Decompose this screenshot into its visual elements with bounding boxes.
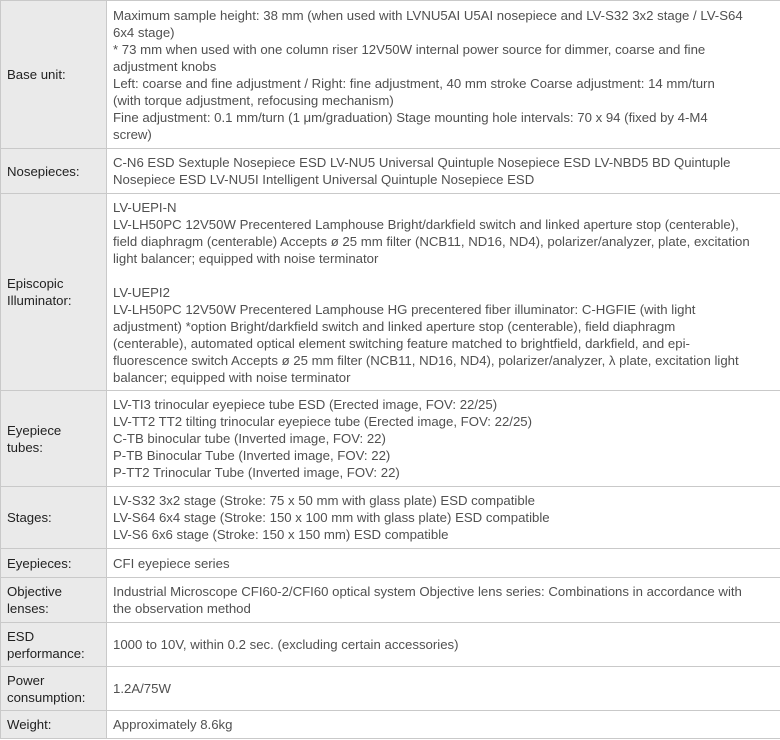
row-value	[107, 391, 780, 487]
spec-row-objective-lenses	[1, 578, 780, 623]
value-line: Nosepiece ESD LV-NU5I Intelligent Universal Quintuple Nosepiece ESD	[113, 172, 535, 187]
value-line: C-N6 ESD Sextuple Nosepiece ESD LV-NU5 Universal Quintuple Nosepiece ESD LV-NBD5 BD Quintuple	[113, 155, 731, 170]
value-line: LV-TT2 TT2 tilting trinocular eyepiece tube (Erected image, FOV: 22/25)	[113, 414, 533, 429]
value-line: adjustment) *option Bright/darkfield switch and linked aperture stop (centerable), field diaphragm	[113, 318, 676, 334]
row-label: Episcopic Illuminator:	[1, 194, 107, 391]
spec-row-esd-performance	[1, 623, 780, 667]
value-line: the observation method	[113, 601, 251, 616]
row-label: Power consumption:	[1, 667, 107, 711]
value-line: adjustment knobs	[113, 58, 217, 74]
value-line: LV-LH50PC 12V50W Precentered Lamphouse HG precentered fiber illuminator: C-HGFIE (with light	[113, 301, 696, 317]
value-line: LV-S64 6x4 stage (Stroke: 150 x 100 mm with glass plate) ESD compatible	[113, 510, 550, 525]
value-line: field diaphragm (centerable) Accepts ø 25 mm filter (NCB11, ND16, ND4), polarizer/analyzer, plate, excitation	[113, 233, 750, 249]
row-label: Weight:	[1, 711, 107, 739]
spec-row-eyepiece-tubes	[1, 391, 780, 487]
value-line: 6x4 stage)	[113, 24, 175, 40]
blank-line	[113, 267, 774, 284]
value-line: * 73 mm when used with one column riser 12V50W internal power source for dimmer, coarse and fine	[113, 41, 706, 57]
spec-row-weight	[1, 711, 780, 739]
spec-row-nosepieces	[1, 149, 780, 194]
row-value	[107, 194, 780, 391]
row-label: Stages:	[1, 487, 107, 549]
row-value	[107, 1, 780, 149]
row-label: ESD performance:	[1, 623, 107, 667]
row-label: Eyepiece tubes:	[1, 391, 107, 487]
value-line: CFI eyepiece series	[113, 555, 230, 571]
value-line: screw)	[113, 126, 152, 142]
value-line: LV-UEPI-N	[113, 199, 177, 215]
spec-row-episcopic-illuminator	[1, 194, 780, 391]
spec-row-power-consumption	[1, 667, 780, 711]
row-value	[107, 549, 780, 578]
value-line: P-TT2 Trinocular Tube (Inverted image, FOV: 22)	[113, 465, 400, 480]
value-line: fluorescence switch Accepts ø 25 mm filter (NCB11, ND16, ND4), polarizer/analyzer, λ plate, excitation light	[113, 352, 739, 368]
value-line: LV-S32 3x2 stage (Stroke: 75 x 50 mm with glass plate) ESD compatible	[113, 493, 535, 508]
value-line: balancer; equipped with noise terminator	[113, 369, 351, 385]
value-line: LV-TI3 trinocular eyepiece tube ESD (Erected image, FOV: 22/25)	[113, 397, 498, 412]
row-value	[107, 711, 780, 739]
row-label: Base unit:	[1, 1, 107, 149]
value-line: Approximately 8.6kg	[113, 717, 233, 732]
row-label: Objective lenses:	[1, 578, 107, 623]
value-line: (centerable), automated optical element switching feature matched to brightfield, darkfield, and epi-	[113, 335, 690, 351]
row-label: Nosepieces:	[1, 149, 107, 194]
spec-row-base-unit	[1, 1, 780, 149]
value-line: C-TB binocular tube (Inverted image, FOV: 22)	[113, 431, 386, 446]
row-value	[107, 487, 780, 549]
value-line: light balancer; equipped with noise terminator	[113, 250, 379, 266]
value-line: LV-S6 6x6 stage (Stroke: 150 x 150 mm) ESD compatible	[113, 527, 449, 542]
value-line: 1000 to 10V, within 0.2 sec. (excluding certain accessories)	[113, 637, 459, 652]
value-line: Industrial Microscope CFI60-2/CFI60 optical system Objective lens series: Combinations in accordance with	[113, 584, 742, 599]
spec-row-eyepieces	[1, 549, 780, 578]
row-value	[107, 667, 780, 711]
value-line: (with torque adjustment, refocusing mechanism)	[113, 92, 394, 108]
value-line: LV-UEPI2	[113, 284, 170, 300]
value-line: LV-LH50PC 12V50W Precentered Lamphouse Bright/darkfield switch and linked aperture stop (centerable),	[113, 216, 739, 232]
row-value	[107, 578, 780, 623]
value-line: Maximum sample height: 38 mm (when used with LVNU5AI U5AI nosepiece and LV-S32 3x2 stage / LV-S64	[113, 7, 743, 23]
value-line: 1.2A/75W	[113, 681, 171, 696]
row-value	[107, 149, 780, 194]
value-line: Fine adjustment: 0.1 mm/turn (1 μm/graduation) Stage mounting hole intervals: 70 x 94 (fixed by 4-M4	[113, 109, 708, 125]
value-line: Left: coarse and fine adjustment / Right: fine adjustment, 40 mm stroke Coarse adjustment: 14 mm/turn	[113, 75, 715, 91]
row-label: Eyepieces:	[1, 549, 107, 578]
value-line: P-TB Binocular Tube (Inverted image, FOV: 22)	[113, 448, 391, 463]
spec-row-stages	[1, 487, 780, 549]
row-value	[107, 623, 780, 667]
